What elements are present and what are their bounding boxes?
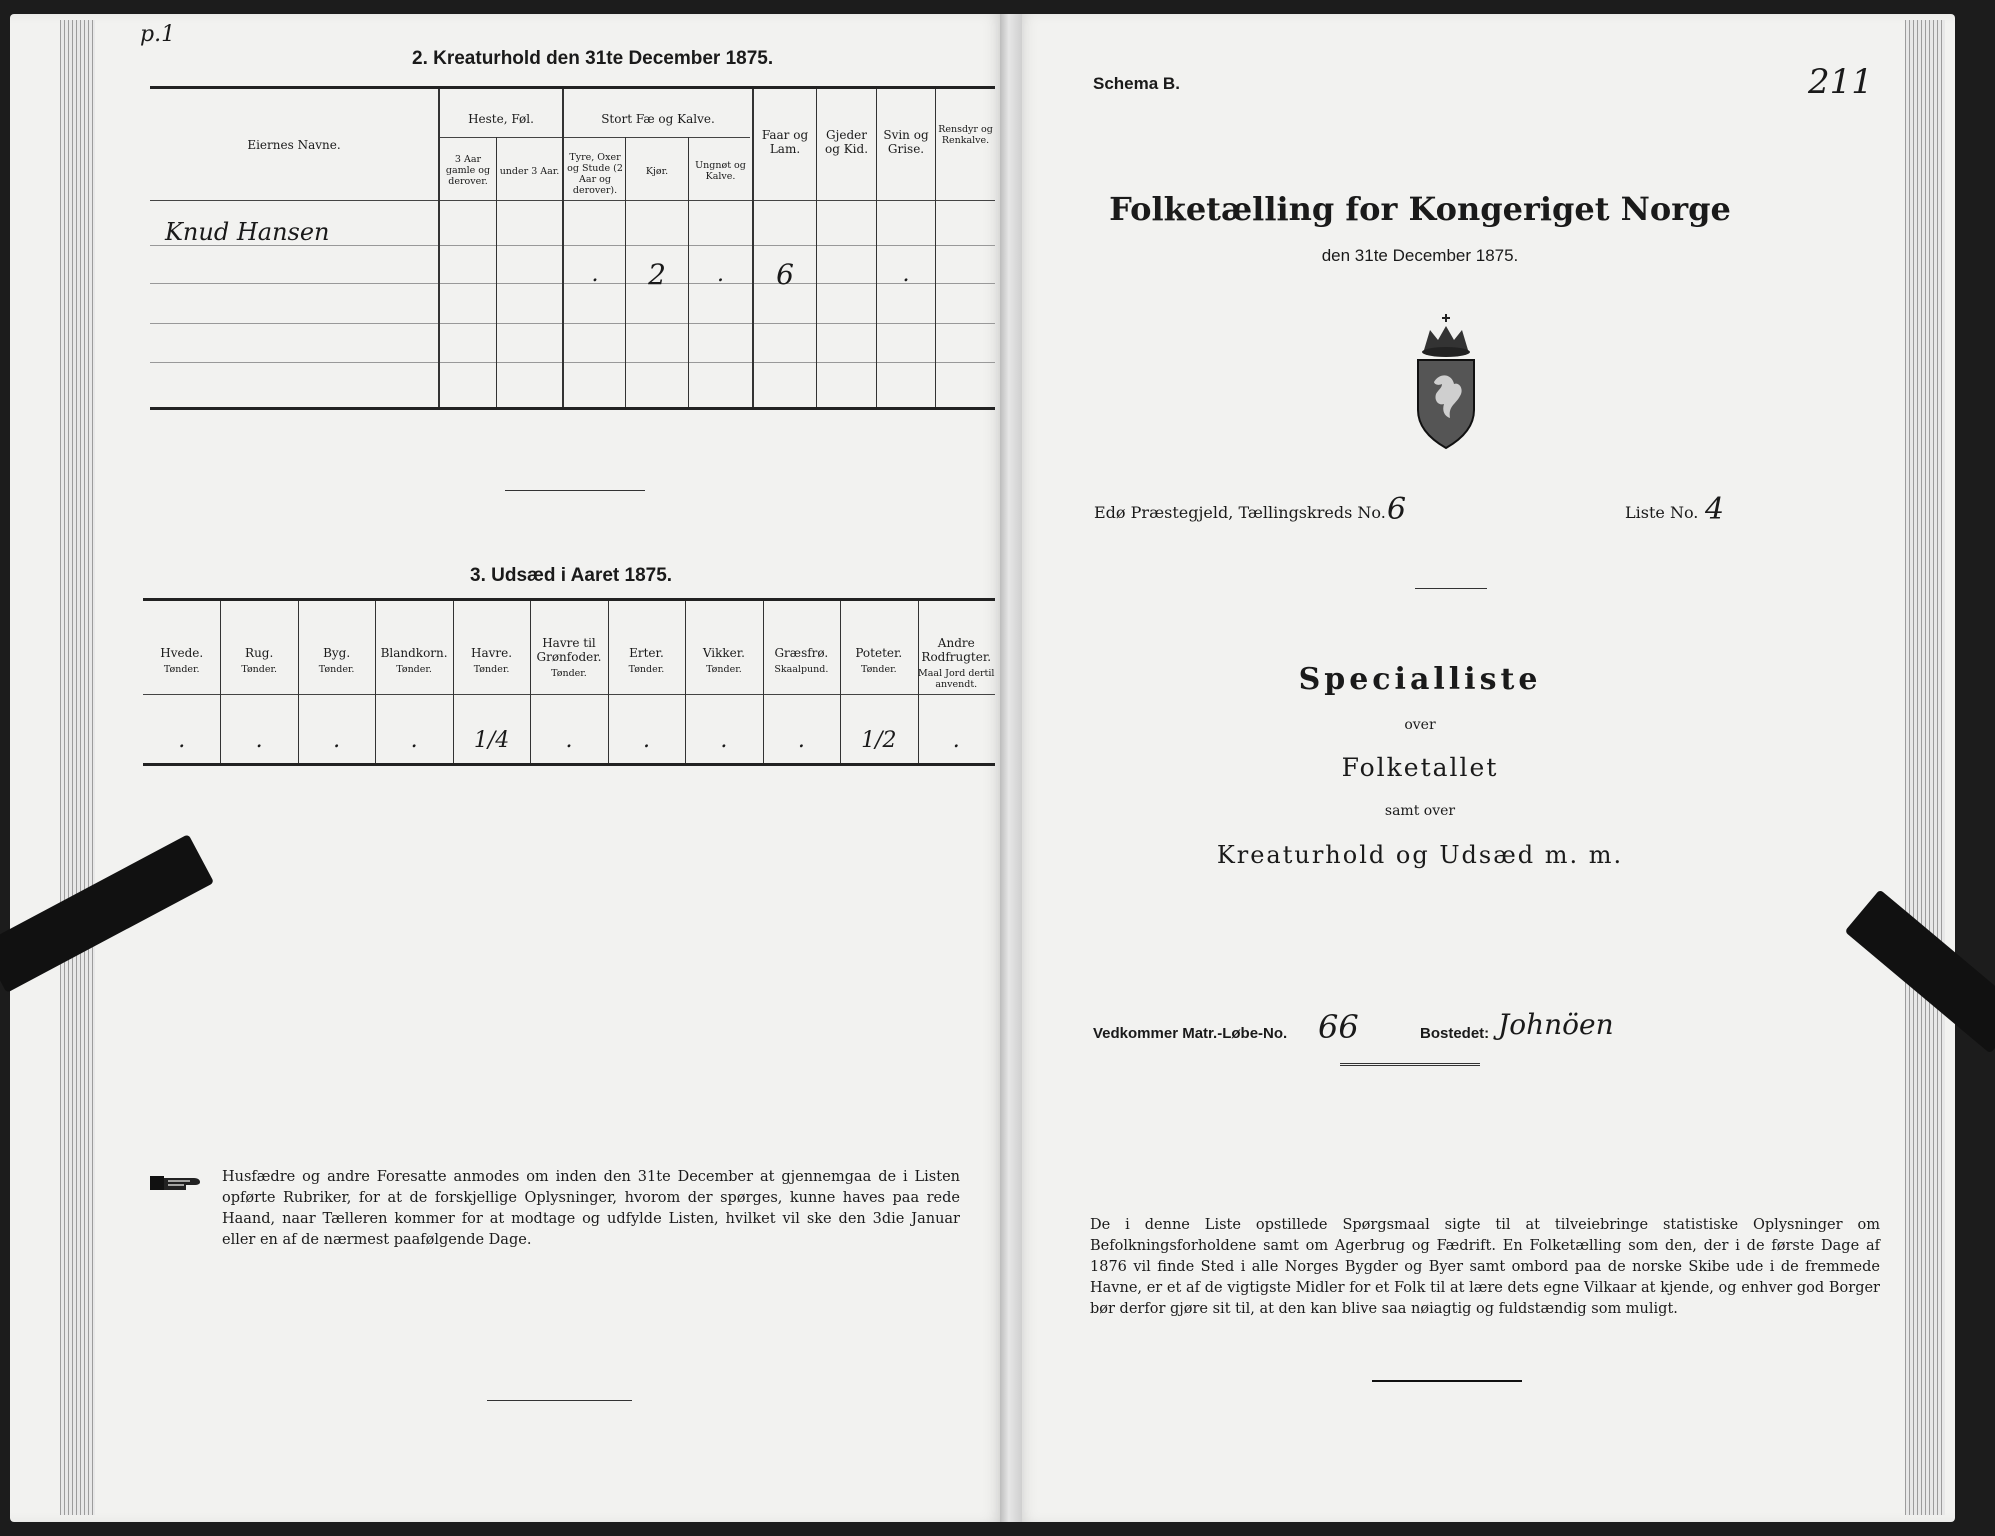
col-goats: Gjeder og Kid.: [824, 128, 869, 156]
table3-bottom-rule: [143, 763, 995, 766]
matr-label: Vedkommer Matr.-Løbe-No.: [1093, 1025, 1288, 1042]
col-calves: Ungnøt og Kalve.: [695, 160, 746, 182]
section3-title: 3. Udsæd i Aaret 1875.: [470, 565, 673, 586]
table3-value-3: .: [410, 728, 418, 753]
table3-header-name: Havre.: [471, 646, 513, 660]
table3-header-name: Poteter.: [855, 646, 903, 660]
kreaturhold-label: Kreaturhold og Udsæd m. m.: [1216, 841, 1624, 869]
table2-col-line: [752, 89, 754, 407]
table3-value-5: .: [565, 728, 573, 753]
district-no: 6: [1387, 492, 1407, 527]
divider-line: [1415, 588, 1487, 589]
col-sheep: Faar og Lam.: [761, 128, 809, 156]
table2-col-line: [496, 137, 497, 407]
page-number: 211: [1808, 62, 1873, 102]
divider-line: [487, 1400, 632, 1401]
col-bulls: Tyre, Oxer og Stude (2 Aar og derover).: [567, 152, 623, 196]
col-reindeer: Rensdyr og Renkalve.: [938, 124, 993, 146]
table3-value-4: 1/4: [473, 728, 510, 753]
table3-header-1: [220, 646, 297, 675]
main-title: Folketælling for Kongeriget Norge: [1109, 190, 1731, 228]
table3-header-name: Græsfrø.: [774, 646, 829, 660]
table3-header-name: Hvede.: [160, 646, 204, 660]
table3-value-2: .: [333, 728, 341, 753]
table3-header-name: Rug.: [245, 646, 274, 660]
table2-top-rule: [150, 86, 995, 89]
table2-row-line: [150, 362, 995, 363]
table3-header-unit: Skaalpund.: [774, 664, 829, 675]
table3-header-10: [918, 636, 995, 690]
row2-cows: 2: [648, 258, 666, 291]
table3-header-name: Andre Rodfrugter.: [921, 636, 992, 664]
schema-label: Schema B.: [1093, 74, 1180, 93]
table2-group-rule: [440, 137, 750, 138]
table3-header-unit: Tønder.: [706, 664, 742, 675]
bosted-label: Bostedet:: [1420, 1025, 1490, 1042]
over-label: over: [1404, 717, 1436, 733]
table3-header-unit: Tønder.: [473, 664, 510, 675]
table3-value-8: .: [797, 728, 805, 753]
corner-mark: p.1: [140, 22, 176, 47]
col-cows: Kjør.: [645, 166, 669, 177]
divider-line: [1340, 1063, 1480, 1064]
divider-line: [1340, 1065, 1480, 1066]
row2-pigs: .: [902, 262, 910, 287]
row2-calves: .: [717, 262, 724, 287]
group-horses: Heste, Føl.: [468, 112, 534, 126]
table3-value-9: 1/2: [861, 728, 897, 753]
table3-header-name: Erter.: [629, 646, 664, 660]
table3-header-name: Blandkorn.: [380, 646, 448, 660]
table3-header-7: [685, 646, 762, 675]
table3-header-unit: Tønder.: [318, 664, 355, 675]
table3-value-1: .: [255, 728, 263, 753]
section2-title: 2. Kreaturhold den 31te December 1875.: [412, 48, 774, 69]
row2-bulls: .: [591, 262, 599, 287]
list-no: 4: [1705, 492, 1725, 527]
special-title: Specialliste: [1298, 662, 1542, 697]
folketallet-label: Folketallet: [1341, 753, 1499, 782]
parish-name: Edø: [1094, 503, 1126, 522]
page-edges-left: [60, 20, 95, 1515]
table3-header-8: [763, 646, 840, 675]
table3-header-3: [375, 646, 452, 675]
owner-name: Knud Hansen: [165, 218, 330, 246]
table3-header-5: [530, 636, 607, 679]
coat-of-arms-icon: [1410, 312, 1482, 452]
table3-header-4: [453, 646, 530, 675]
table2-header-rule: [150, 200, 995, 201]
table3-header-6: [608, 646, 685, 675]
table3-header-2: [298, 646, 375, 675]
table2-bottom-rule: [150, 407, 995, 410]
samt-over-label: samt over: [1384, 803, 1456, 819]
table3-header-rule: [143, 694, 995, 695]
divider-line: [505, 490, 645, 491]
table3-value-0: .: [178, 728, 186, 753]
table3-header-unit: Tønder.: [551, 668, 587, 679]
matr-no: 66: [1318, 1008, 1359, 1046]
table3-header-0: [143, 646, 220, 675]
col-horses-adult: 3 Aar gamle og derover.: [445, 154, 491, 187]
table3-header-unit: Tønder.: [396, 664, 432, 675]
divider-line: [1372, 1380, 1522, 1382]
col-horses-young: under 3 Aar.: [499, 166, 560, 177]
district-label: Tællingskreds No.: [1238, 503, 1386, 522]
table2-row-line: [150, 323, 995, 324]
row2-sheep: 6: [776, 258, 794, 291]
table3-value-7: .: [720, 728, 728, 753]
table3-header-unit: Tønder.: [628, 664, 665, 675]
page-edges-right: [1905, 20, 1945, 1515]
notice-text: Husfædre og andre Foresatte anmodes om inden den 31te December at gjennemgaa de i Listen opførte Rubriker, for at de forskjellige Oplysninger, hvorom der spørges, kunne haves paa rede Haand, naar Tælleren kommer for at modtage og udfylde Listen, hvilket vil ske den 3die Januar eller en af de nærmest paafølgende Dage.: [222, 1169, 960, 1248]
table3-header-name: Vikker.: [702, 646, 745, 660]
col-owner: Eiernes Navne.: [247, 138, 341, 152]
list-label: Liste No.: [1625, 503, 1699, 522]
table3-value-6: .: [642, 728, 650, 753]
pointing-hand-icon: [148, 1172, 212, 1194]
parish-label: Præstegjeld,: [1130, 503, 1234, 522]
table3-header-unit: Tønder.: [163, 664, 200, 675]
col-pigs: Svin og Grise.: [883, 128, 929, 156]
table2-col-line: [438, 89, 440, 407]
group-cattle: Stort Fæ og Kalve.: [601, 112, 715, 126]
table2-col-line: [562, 89, 564, 407]
table3-header-9: [840, 646, 917, 675]
table3-header-name: Byg.: [323, 646, 351, 660]
table3-header-unit: Tønder.: [860, 664, 897, 675]
book-spine: [1000, 14, 1022, 1522]
left-page: [10, 14, 1010, 1522]
bosted-value: Johnöen: [1498, 1008, 1614, 1041]
table3-header-name: Havre til Grønfoder.: [536, 636, 602, 664]
table3-top-rule: [143, 598, 995, 601]
table3-header-unit: Maal Jord dertil anvendt.: [918, 668, 995, 690]
footer-text: De i denne Liste opstillede Spørgsmaal sigte til at tilveiebringe statistiske Oplysninger om Befolkningsforholdene samt om Agerbrug og Fædrift. En Folketælling som den, der i de første Dage af 1876 vil finde Sted i alle Norges Bygder og Byer samt ombord paa de norske Skibe ude i de fremmede Havne, er et af de vigtigste Midler for et Folk til at lære dets egne Vilkaar at kjende, og enhver god Borger bør derfor gjøre sit til, at den kan blive saa nøiagtig og fuldstændig som muligt.: [1090, 1217, 1880, 1317]
census-date: den 31te December 1875.: [1321, 246, 1519, 265]
parish-row: [1094, 503, 1386, 522]
table3-value-10: .: [952, 728, 960, 753]
table3-header-unit: Tønder.: [241, 664, 278, 675]
